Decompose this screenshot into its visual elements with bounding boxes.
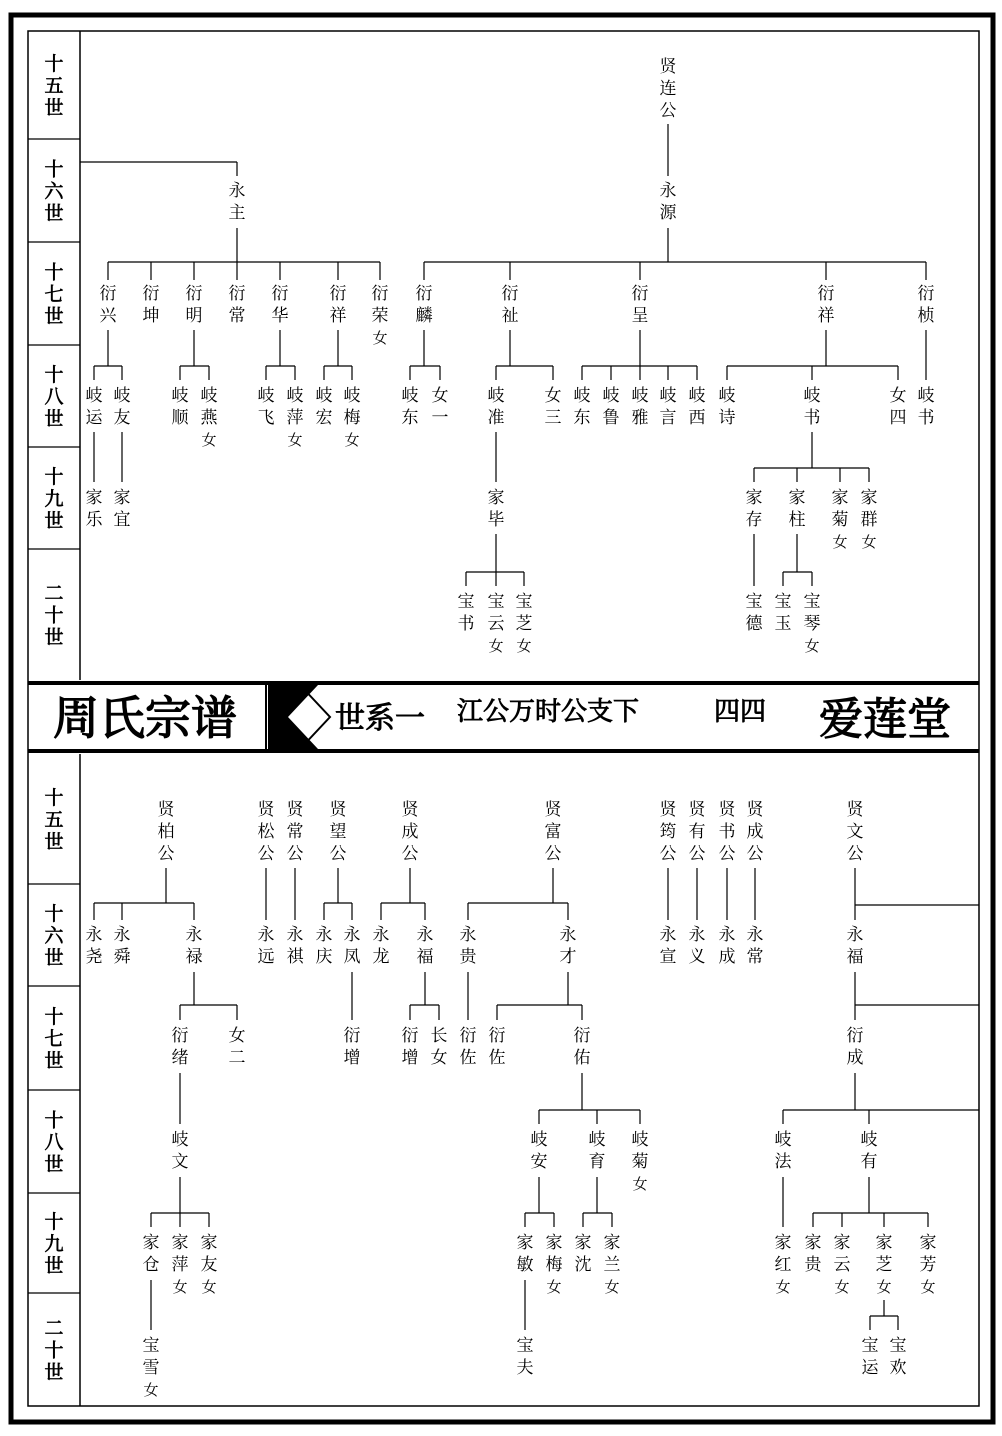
person-name: 女四 <box>889 386 907 428</box>
person-name: 岐雅 <box>631 386 649 428</box>
person-name: 宝德 <box>745 592 763 634</box>
person-name: 岐友 <box>113 386 131 428</box>
person-name: 家云女 <box>833 1233 851 1296</box>
person-name: 永主 <box>228 181 246 223</box>
generation-label: 二十世 <box>44 582 64 649</box>
person-name: 永源 <box>659 181 677 223</box>
person-name: 永禄 <box>185 925 203 967</box>
generation-label: 十五世 <box>44 53 64 119</box>
fishtail-ornament <box>268 685 318 749</box>
person-name: 衍祥 <box>329 284 347 326</box>
person-name: 家芝女 <box>875 1233 893 1296</box>
clan-title: 周氏宗谱 <box>53 691 237 745</box>
person-name: 贤连公 <box>659 57 677 121</box>
person-name: 衍增 <box>401 1026 419 1068</box>
person-name: 贤筠公 <box>659 800 677 864</box>
person-name: 衍绪 <box>171 1026 189 1068</box>
person-name: 永义 <box>688 925 706 967</box>
person-name: 贤望公 <box>329 800 347 864</box>
person-name: 宝芝女 <box>515 592 533 655</box>
person-name: 女一 <box>431 386 449 428</box>
person-name: 贤有公 <box>688 800 706 864</box>
person-name: 贤成公 <box>746 800 764 864</box>
generation-label: 十七世 <box>44 261 64 328</box>
person-name: 岐西 <box>688 386 706 428</box>
person-name: 衍成 <box>846 1026 864 1068</box>
person-name: 宝云女 <box>487 592 505 655</box>
person-name: 家仓 <box>142 1233 160 1275</box>
person-name: 家存 <box>745 488 763 530</box>
person-name: 贤成公 <box>401 800 419 864</box>
person-name: 岐诗 <box>718 386 736 428</box>
person-name: 岐法 <box>774 1130 792 1172</box>
person-name: 衍佑 <box>573 1026 591 1068</box>
person-name: 永常 <box>746 925 764 967</box>
person-name: 长女 <box>430 1026 448 1068</box>
person-name: 家群女 <box>860 488 878 551</box>
hall-name: 爱莲堂 <box>819 694 951 745</box>
person-name: 岐萍女 <box>286 386 304 449</box>
person-name: 岐言 <box>659 386 677 428</box>
generation-label: 十九世 <box>44 1211 64 1277</box>
person-name: 岐书 <box>917 386 935 428</box>
person-name: 衍增 <box>343 1026 361 1068</box>
person-name: 衍荣女 <box>371 284 389 347</box>
person-name: 永远 <box>257 925 275 967</box>
person-name: 岐育 <box>588 1130 606 1172</box>
person-name: 女二 <box>228 1026 246 1068</box>
person-name: 家红女 <box>774 1233 792 1296</box>
person-name: 家毕 <box>487 488 505 530</box>
generation-label: 十八世 <box>44 1109 64 1176</box>
page-number: 四四 <box>713 697 767 727</box>
person-name: 永舜 <box>113 925 131 967</box>
person-name: 宝雪女 <box>142 1336 160 1399</box>
person-name: 宝欢 <box>889 1336 907 1378</box>
person-name: 岐运 <box>85 386 103 428</box>
generation-label: 十六世 <box>44 158 64 225</box>
person-name: 岐书 <box>803 386 821 428</box>
generation-label: 十八世 <box>44 364 64 430</box>
person-name: 岐菊女 <box>631 1130 649 1193</box>
person-name: 家梅女 <box>545 1233 563 1296</box>
person-name: 永凤 <box>343 925 361 967</box>
person-name: 衍桢 <box>917 284 935 326</box>
person-name: 永龙 <box>372 925 390 967</box>
person-name: 宝运 <box>861 1336 879 1378</box>
person-name: 岐准 <box>487 386 505 428</box>
person-name: 家芳女 <box>919 1233 937 1296</box>
section-title: 世系一 <box>335 701 425 736</box>
person-name: 永福 <box>846 925 864 967</box>
person-name: 宝夫 <box>516 1336 534 1378</box>
person-name: 衍华 <box>271 284 289 326</box>
person-name: 岐东 <box>401 386 419 428</box>
person-name: 衍明 <box>185 284 203 326</box>
person-name: 贤文公 <box>846 800 864 864</box>
person-name: 衍佐 <box>459 1026 477 1068</box>
person-name: 岐飞 <box>257 386 275 428</box>
person-name: 家沈 <box>574 1233 592 1275</box>
person-name: 贤松公 <box>257 800 275 864</box>
person-name: 宝书 <box>457 592 475 634</box>
person-name: 永贵 <box>459 925 477 967</box>
person-name: 宝琴女 <box>803 592 821 655</box>
person-name: 岐有 <box>860 1130 878 1172</box>
person-name: 岐安 <box>530 1130 548 1172</box>
person-name: 家敏 <box>516 1233 534 1275</box>
person-name: 衍兴 <box>99 284 117 326</box>
generation-label: 十九世 <box>44 466 64 532</box>
person-name: 衍佐 <box>488 1026 506 1068</box>
person-name: 岐燕女 <box>200 386 218 449</box>
generation-label: 十六世 <box>44 903 64 969</box>
person-name: 贤常公 <box>286 800 304 864</box>
person-name: 永福 <box>416 925 434 967</box>
person-name: 永才 <box>559 925 577 967</box>
person-name: 岐文 <box>171 1130 189 1172</box>
person-name: 贤书公 <box>718 800 736 864</box>
person-name: 岐梅女 <box>343 386 361 449</box>
generation-label: 二十世 <box>44 1317 64 1384</box>
person-name: 家柱 <box>788 488 806 530</box>
person-name: 家宜 <box>113 488 131 530</box>
person-name: 永宣 <box>659 925 677 967</box>
person-name: 家菊女 <box>831 488 849 551</box>
person-name: 女三 <box>544 386 562 428</box>
person-name: 宝玉 <box>774 592 792 634</box>
person-name: 衍祥 <box>817 284 835 326</box>
person-name: 贤富公 <box>544 800 562 864</box>
person-name: 衍常 <box>228 284 246 326</box>
person-name: 永庆 <box>315 925 333 967</box>
person-name: 家乐 <box>85 488 103 530</box>
person-name: 衍祉 <box>501 284 519 326</box>
person-name: 岐东 <box>573 386 591 428</box>
person-name: 衍麟 <box>415 284 433 326</box>
person-name: 衍呈 <box>631 284 649 326</box>
person-name: 岐鲁 <box>602 386 620 428</box>
generation-label: 十五世 <box>44 787 64 853</box>
person-name: 家贵 <box>804 1233 822 1275</box>
person-name: 岐顺 <box>171 386 189 428</box>
person-name: 岐宏 <box>315 386 333 428</box>
person-name: 永祺 <box>286 925 304 967</box>
person-name: 家兰女 <box>603 1233 621 1296</box>
generation-label: 十七世 <box>44 1006 64 1072</box>
person-name: 衍坤 <box>142 284 160 326</box>
person-name: 家萍女 <box>171 1233 189 1296</box>
branch-title: 江公万时公支下 <box>456 697 640 727</box>
person-name: 家友女 <box>200 1233 218 1296</box>
person-name: 贤柏公 <box>157 800 175 864</box>
person-name: 永成 <box>718 925 736 967</box>
person-name: 永尧 <box>85 925 103 967</box>
